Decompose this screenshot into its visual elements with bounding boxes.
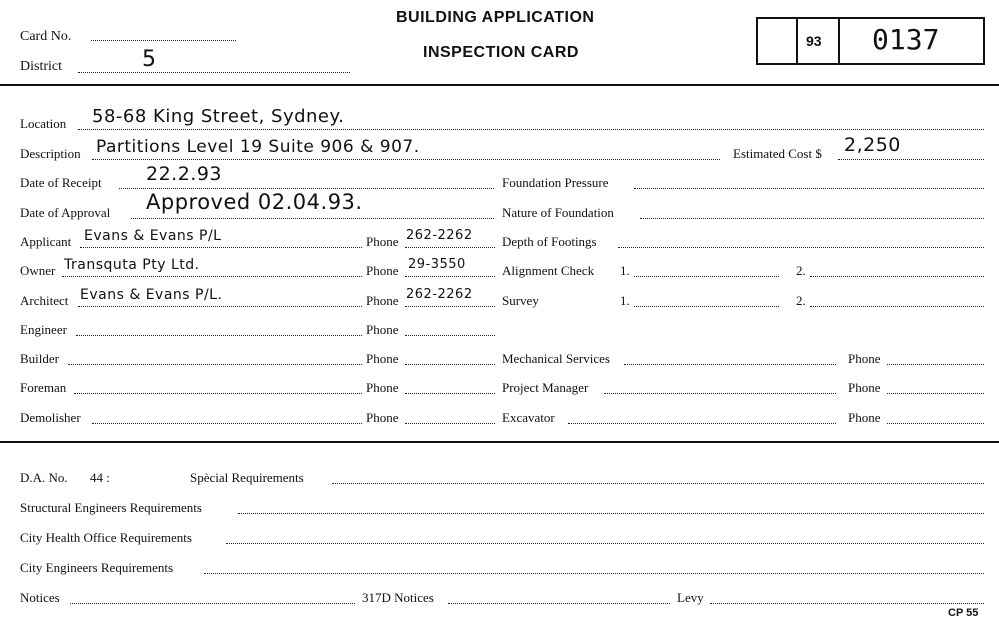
city-engineers-label: City Engineers Requirements bbox=[20, 560, 174, 575]
district-value: 5 bbox=[142, 47, 157, 72]
da-no-value: 44 : bbox=[90, 470, 110, 485]
mechanical-services-line bbox=[624, 364, 836, 365]
levy-label: Levy bbox=[677, 590, 704, 605]
box-divider-1 bbox=[796, 17, 798, 65]
estimated-cost-line bbox=[838, 159, 984, 160]
estimated-cost-label: Estimated Cost $ bbox=[733, 146, 822, 161]
city-engineers-line bbox=[204, 573, 984, 574]
estimated-cost-value: 2,250 bbox=[844, 134, 901, 156]
date-receipt-line bbox=[119, 188, 494, 189]
project-manager-label: Project Manager bbox=[502, 380, 589, 395]
location-label: Location bbox=[20, 116, 67, 131]
health-requirements-label: City Health Office Requirements bbox=[20, 530, 192, 545]
excavator-line bbox=[568, 423, 836, 424]
title-line-2: INSPECTION CARD bbox=[423, 44, 579, 61]
notices-line bbox=[70, 603, 355, 604]
excavator-label: Excavator bbox=[502, 410, 555, 425]
architect-label: Architect bbox=[20, 293, 69, 308]
engineer-phone-line bbox=[405, 335, 495, 336]
survey-line-2 bbox=[810, 306, 984, 307]
card-number-value: 0137 bbox=[872, 23, 940, 56]
location-line bbox=[78, 129, 984, 130]
year-value: 93 bbox=[806, 33, 822, 49]
card-no-line bbox=[91, 40, 236, 41]
nature-foundation-line bbox=[640, 218, 984, 219]
applicant-value: Evans & Evans P/L bbox=[84, 228, 222, 244]
alignment-item-1: 1. bbox=[620, 263, 630, 278]
demolisher-phone-line bbox=[405, 423, 495, 424]
demolisher-label: Demolisher bbox=[20, 410, 81, 425]
card-number-box bbox=[756, 17, 985, 65]
project-manager-line bbox=[604, 393, 836, 394]
architect-phone-line bbox=[405, 306, 495, 307]
special-requirements-line bbox=[332, 483, 984, 484]
builder-label: Builder bbox=[20, 351, 59, 366]
architect-value: Evans & Evans P/L. bbox=[80, 287, 223, 303]
excavator-phone-label: Phone bbox=[848, 410, 881, 425]
applicant-line bbox=[80, 247, 362, 248]
owner-phone-line bbox=[405, 276, 495, 277]
description-value: Partitions Level 19 Suite 906 & 907. bbox=[96, 137, 420, 157]
da-no-label: D.A. No. bbox=[20, 470, 68, 485]
date-approval-label: Date of Approval bbox=[20, 205, 111, 220]
date-receipt-value: 22.2.93 bbox=[146, 163, 223, 185]
mechanical-phone-line bbox=[887, 364, 984, 365]
architect-phone-value: 262-2262 bbox=[406, 287, 473, 302]
demolisher-line bbox=[92, 423, 362, 424]
nature-foundation-label: Nature of Foundation bbox=[502, 205, 614, 220]
architect-line bbox=[78, 306, 362, 307]
middle-rule bbox=[0, 441, 999, 443]
project-manager-phone-label: Phone bbox=[848, 380, 881, 395]
alignment-line-2 bbox=[810, 276, 984, 277]
owner-phone-label: Phone bbox=[366, 263, 399, 278]
notices-317d-label: 317D Notices bbox=[362, 590, 434, 605]
engineer-label: Engineer bbox=[20, 322, 67, 337]
owner-value: Transquta Pty Ltd. bbox=[64, 257, 200, 273]
survey-item-2: 2. bbox=[796, 293, 806, 308]
notices-317d-line bbox=[448, 603, 670, 604]
alignment-check-label: Alignment Check bbox=[502, 263, 595, 278]
alignment-line-1 bbox=[634, 276, 779, 277]
builder-line bbox=[68, 364, 362, 365]
foreman-label: Foreman bbox=[20, 380, 67, 395]
architect-phone-label: Phone bbox=[366, 293, 399, 308]
foreman-phone-label: Phone bbox=[366, 380, 399, 395]
special-requirements-label: Spècial Requirements bbox=[190, 470, 304, 485]
engineer-line bbox=[76, 335, 362, 336]
depth-footings-line bbox=[618, 247, 984, 248]
project-manager-phone-line bbox=[887, 393, 984, 394]
description-line bbox=[92, 159, 720, 160]
applicant-phone-value: 262-2262 bbox=[406, 228, 473, 243]
alignment-item-2: 2. bbox=[796, 263, 806, 278]
card-no-label: Card No. bbox=[20, 29, 72, 44]
structural-requirements-label: Structural Engineers Requirements bbox=[20, 500, 202, 515]
district-label: District bbox=[20, 59, 62, 74]
header-rule bbox=[0, 84, 999, 86]
district-line bbox=[78, 72, 350, 73]
form-code: CP 55 bbox=[948, 607, 979, 619]
owner-line bbox=[62, 276, 362, 277]
foundation-pressure-line bbox=[634, 188, 984, 189]
date-receipt-label: Date of Receipt bbox=[20, 175, 102, 190]
builder-phone-label: Phone bbox=[366, 351, 399, 366]
applicant-phone-line bbox=[405, 247, 495, 248]
mechanical-services-label: Mechanical Services bbox=[502, 351, 610, 366]
survey-label: Survey bbox=[502, 293, 539, 308]
applicant-label: Applicant bbox=[20, 234, 72, 249]
foreman-phone-line bbox=[405, 393, 495, 394]
levy-line bbox=[710, 603, 984, 604]
demolisher-phone-label: Phone bbox=[366, 410, 399, 425]
date-approval-line bbox=[131, 218, 494, 219]
builder-phone-line bbox=[405, 364, 495, 365]
foreman-line bbox=[74, 393, 362, 394]
location-value: 58-68 King Street, Sydney. bbox=[92, 106, 345, 127]
survey-item-1: 1. bbox=[620, 293, 630, 308]
description-label: Description bbox=[20, 146, 81, 161]
engineer-phone-label: Phone bbox=[366, 322, 399, 337]
applicant-phone-label: Phone bbox=[366, 234, 399, 249]
owner-phone-value: 29-3550 bbox=[408, 257, 466, 272]
mechanical-phone-label: Phone bbox=[848, 351, 881, 366]
box-divider-2 bbox=[838, 17, 840, 65]
structural-requirements-line bbox=[238, 513, 984, 514]
notices-label: Notices bbox=[20, 590, 60, 605]
owner-label: Owner bbox=[20, 263, 56, 278]
excavator-phone-line bbox=[887, 423, 984, 424]
title-line-1: BUILDING APPLICATION bbox=[396, 9, 595, 26]
date-approval-value: Approved 02.04.93. bbox=[146, 190, 363, 214]
survey-line-1 bbox=[634, 306, 779, 307]
health-requirements-line bbox=[226, 543, 984, 544]
foundation-pressure-label: Foundation Pressure bbox=[502, 175, 609, 190]
depth-footings-label: Depth of Footings bbox=[502, 234, 597, 249]
